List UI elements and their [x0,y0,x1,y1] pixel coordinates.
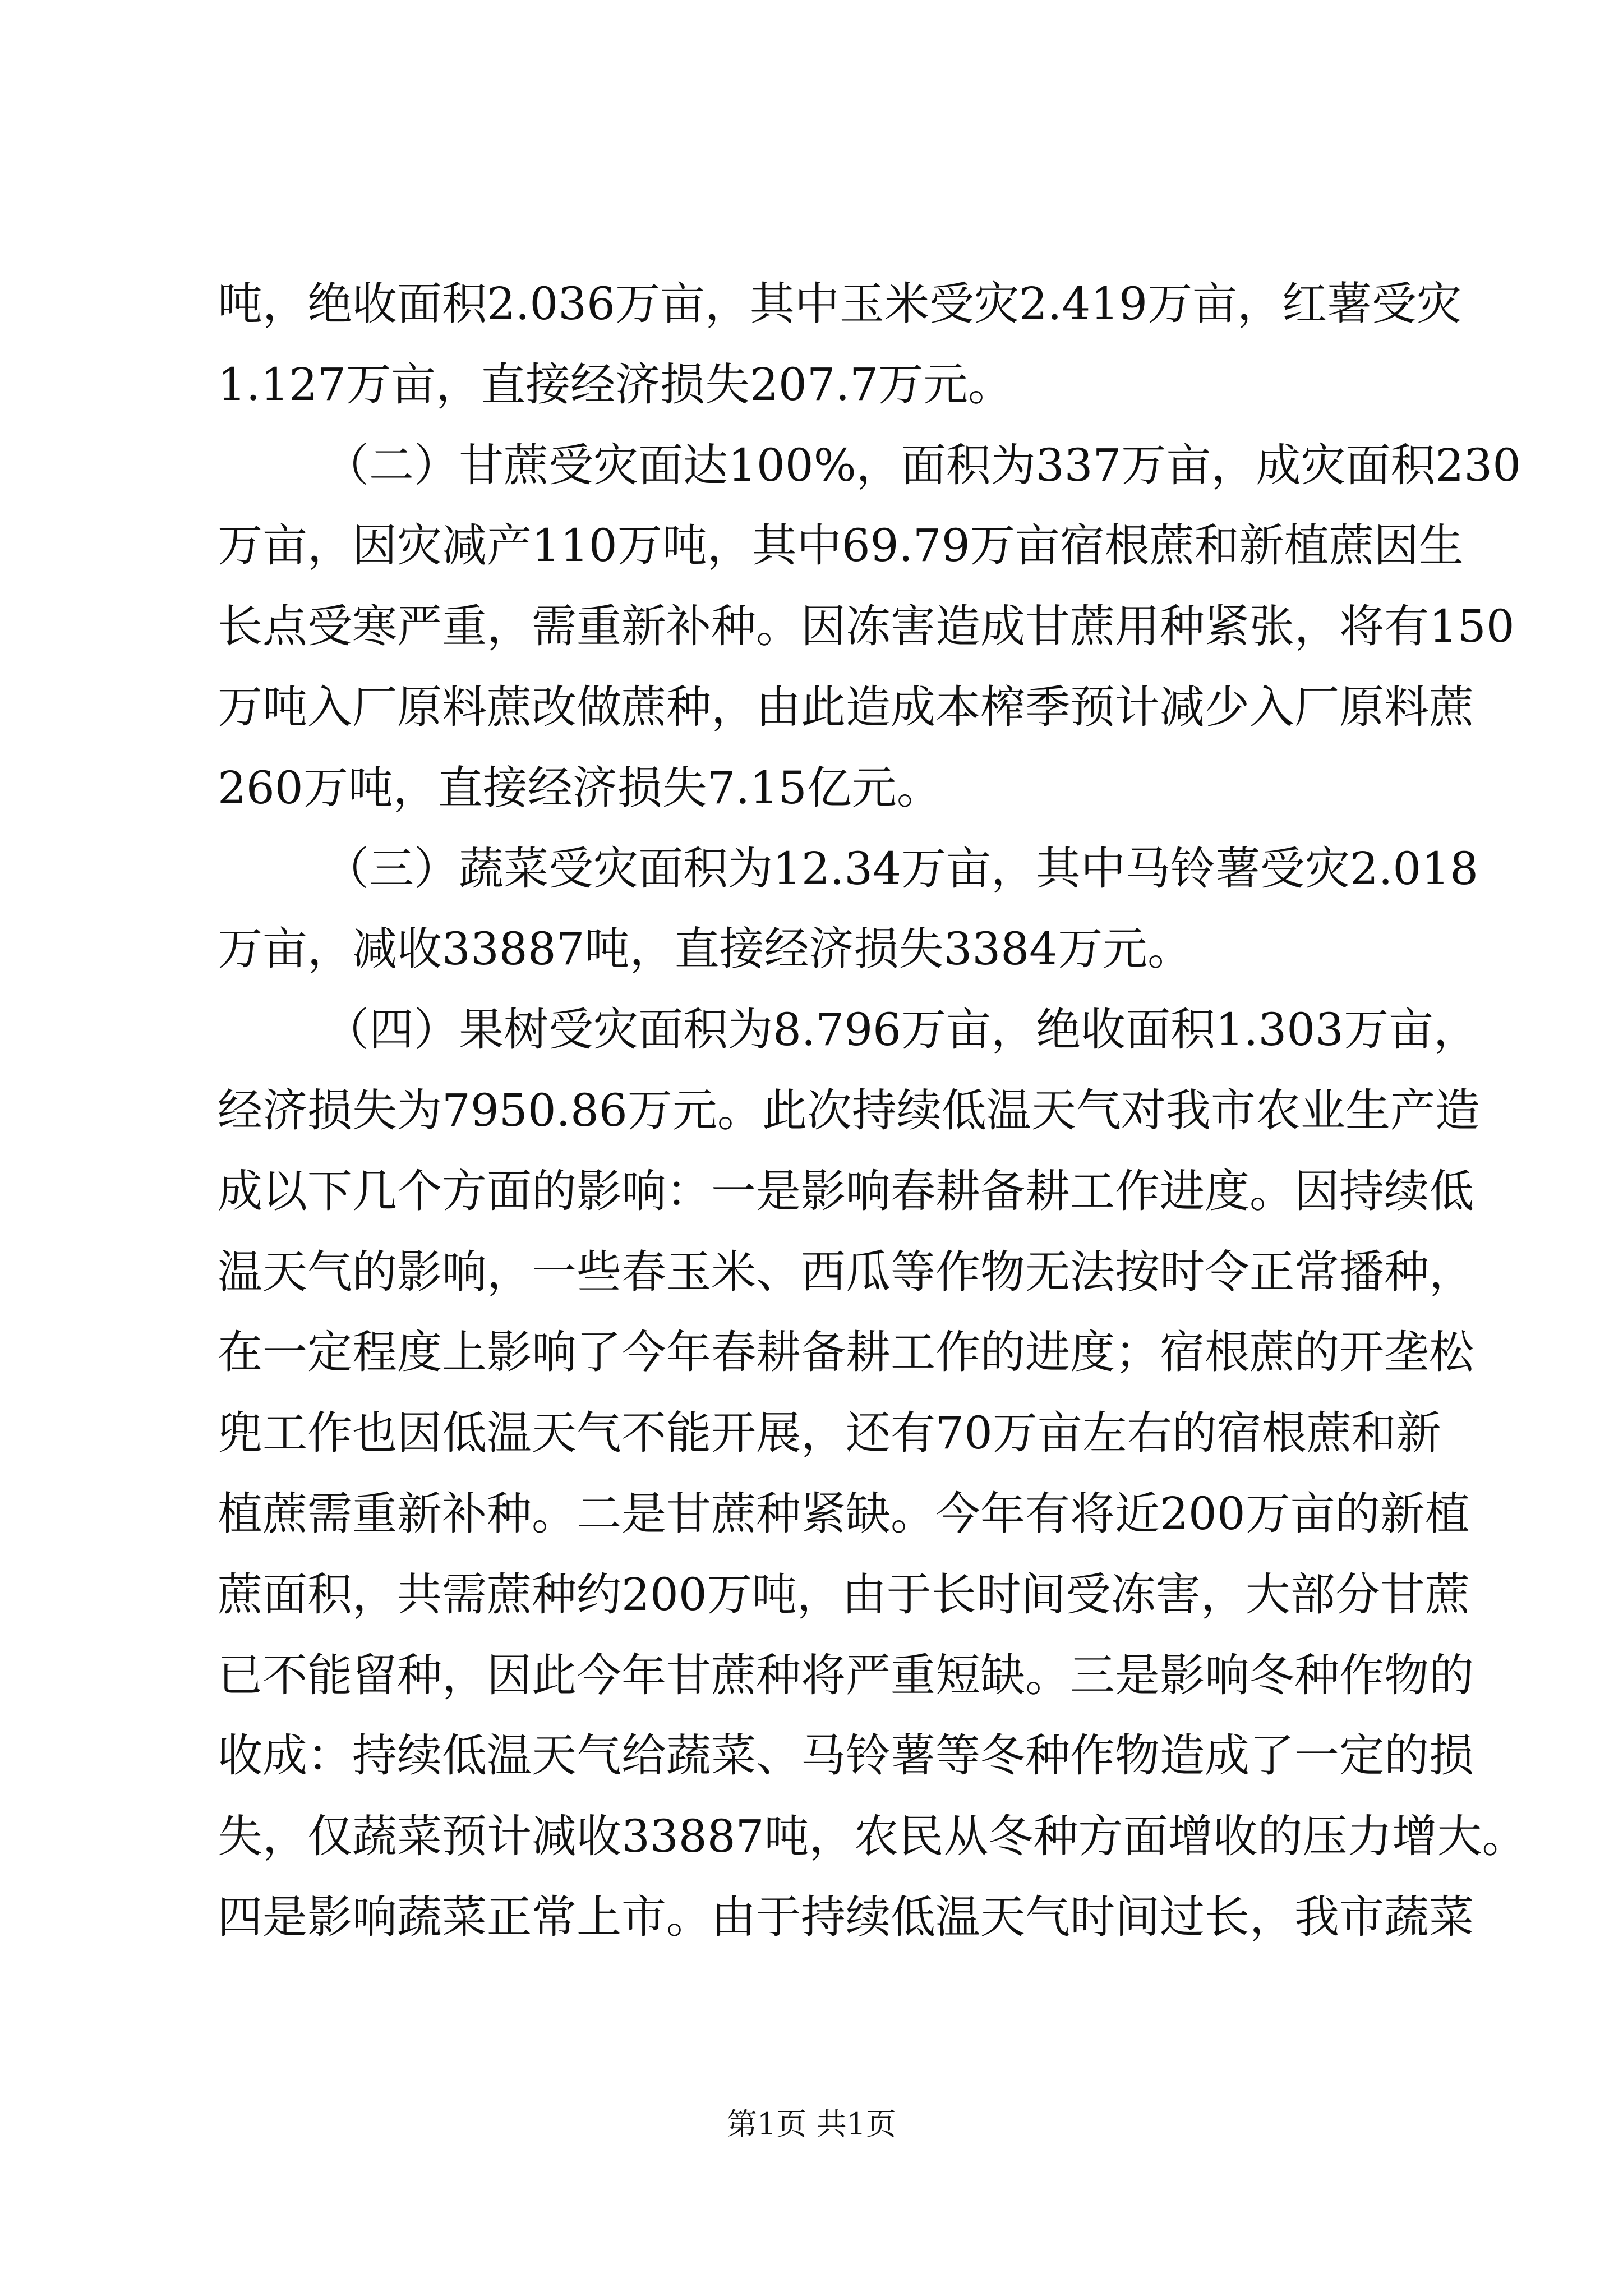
text-line: 温天气的影响，一些春玉米、西瓜等作物无法按时令正常播种， [218,1245,1474,1298]
paragraph-start-line: （二）甘蔗受灾面达100%，面积为337万亩，成灾面积230 [324,439,1521,491]
text-line: 收成：持续低温天气给蔬菜、马铃薯等冬种作物造成了一定的损 [218,1729,1474,1782]
text-line: 经济损失为7950.86万元。此次持续低温天气对我市农业生产造 [218,1084,1480,1137]
text-line: 万吨入厂原料蔗改做蔗种，由此造成本榨季预计减少入厂原料蔗 [218,680,1474,733]
text-line: 1.127万亩，直接经济损失207.7万元。 [218,358,1013,411]
text-line: 蔗面积，共需蔗种约200万吨，由于长时间受冻害，大部分甘蔗 [218,1568,1470,1621]
text-line: 兜工作也因低温天气不能开展，还有70万亩左右的宿根蔗和新 [218,1407,1441,1460]
text-line: 260万吨，直接经济损失7.15亿元。 [218,761,942,814]
text-line: 成以下几个方面的影响：一是影响春耕备耕工作进度。因持续低 [218,1165,1474,1217]
page-footer: 第1页 共1页 [727,2106,896,2142]
text-line: 长点受寒严重，需重新补种。因冻害造成甘蔗用种紧张，将有150 [218,600,1515,653]
text-line: 四是影响蔬菜正常上市。由于持续低温天气时间过长，我市蔬菜 [218,1890,1474,1943]
text-line: 在一定程度上影响了今年春耕备耕工作的进度；宿根蔗的开垄松 [218,1326,1474,1379]
text-line: 已不能留种，因此今年甘蔗种将严重短缺。三是影响冬种作物的 [218,1649,1474,1701]
text-line: 万亩，减收33887吨，直接经济损失3384万元。 [218,923,1193,976]
paragraph-start-line: （四）果树受灾面积为8.796万亩，绝收面积1.303万亩， [324,1004,1479,1056]
text-line: 万亩，因灾减产110万吨，其中69.79万亩宿根蔗和新植蔗因生 [218,519,1464,572]
paragraph-start-line: （三）蔬菜受灾面积为12.34万亩，其中马铃薯受灾2.018 [324,842,1479,895]
text-line: 植蔗需重新补种。二是甘蔗种紧缺。今年有将近200万亩的新植 [218,1487,1470,1540]
document-body [218,264,1527,1958]
text-line: 失，仅蔬菜预计减收33887吨，农民从冬种方面增收的压力增大。 [218,1810,1527,1863]
text-line: 吨，绝收面积2.036万亩，其中玉米受灾2.419万亩，红薯受灾 [218,278,1462,330]
